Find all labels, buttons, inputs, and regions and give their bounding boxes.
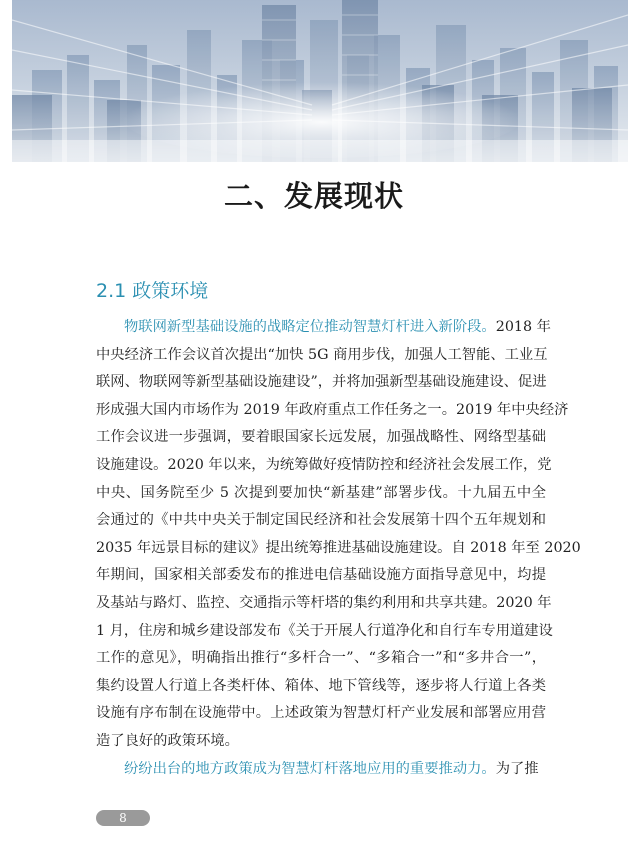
paragraph-1-line-1: [96, 314, 551, 342]
paragraph-1-line-16: 造了良好的政策环境。: [96, 732, 239, 749]
paragraph-2-line-1: [96, 756, 546, 784]
paragraph-1-line-7: 中央、国务院至少 5 次提到要加快“新基建”部署步伐。十九届五中全: [96, 484, 546, 501]
body-text: [96, 314, 581, 783]
paragraph-1-line-text: 2018 年: [495, 319, 551, 335]
paragraph-1-line-15: 设施有序布制在设施带中。上述政策为智慧灯杆产业发展和部署应用营: [96, 705, 546, 722]
paragraph-1-line-4: 形成强大国内市场作为 2019 年政府重点工作任务之一。2019 年中央经济: [96, 401, 569, 418]
paragraph-1-line-6: 设施建设。2020 年以来，为统筹做好疫情防控和经济社会发展工作，党: [96, 456, 552, 473]
paragraph-1-line-8: 会通过的《中共中央关于制定国民经济和社会发展第十四个五年规划和: [96, 512, 546, 529]
city-skyline-illustration: [12, 0, 628, 162]
paragraph-2-lead: 纷纷出台的地方政策成为智慧灯杆落地应用的重要推动力。: [124, 760, 496, 777]
page-number: 8: [96, 810, 150, 826]
paragraph-1-line-10: 年期间，国家相关部委发布的推进电信基础设施方面指导意见中，均提: [96, 567, 546, 584]
paragraph-1-line-2: 中央经济工作会议首次提出“加快 5G 商用步伐，加强人工智能、工业互: [96, 346, 548, 363]
paragraph-1-line-9: 2035 年远景目标的建议》提出统筹推进基础设施建设。自 2018 年至 2020: [96, 539, 581, 556]
paragraph-2-tail: 为了推: [495, 760, 539, 777]
paragraph-1-line-12: 1 月，住房和城乡建设部发布《关于开展人行道净化和自行车专用道建设: [96, 622, 553, 639]
paragraph-1-lead: 物联网新型基础设施的战略定位推动智慧灯杆进入新阶段。: [124, 319, 496, 335]
section-title: 2.1 政策环境: [96, 280, 209, 302]
paragraph-1-line-13: 工作的意见》，明确指出推行“多杆合一”、“多箱合一”和“多井合一”，: [96, 650, 546, 667]
paragraph-1-line-5: 工作会议进一步强调，要着眼国家长远发展，加强战略性、网络型基础: [96, 429, 546, 446]
paragraph-1-line-14: 集约设置人行道上各类杆体、箱体、地下管线等，逐步将人行道上各类: [96, 677, 546, 694]
paragraph-1-line-11: 及基站与路灯、监控、交通指示等杆塔的集约利用和共享共建。2020 年: [96, 594, 552, 611]
header-banner-image: [12, 0, 628, 162]
paragraph-1-line-3: 联网、物联网等新型基础设施建设”，并将加强新型基础设施建设、促进: [96, 374, 547, 391]
chapter-title: 二、发展现状: [223, 179, 404, 213]
